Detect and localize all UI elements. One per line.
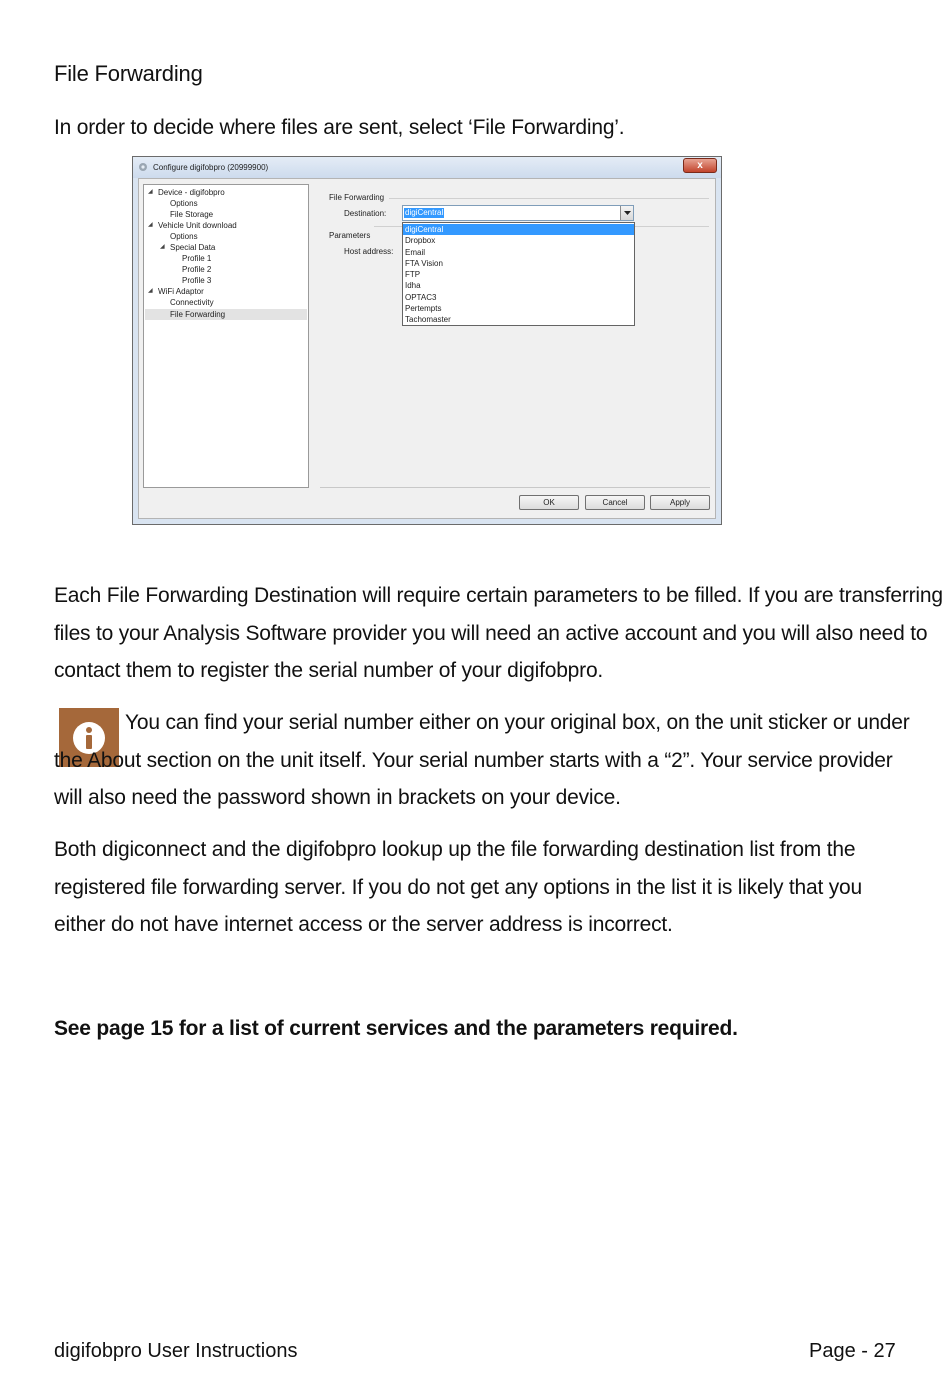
destination-select[interactable] (402, 205, 634, 221)
apply-button[interactable]: Apply (650, 495, 710, 510)
destination-parameters-paragraph: Each File Forwarding Destination will require certain parameters to be filled. If you are transferring files to your Analysis Software provider you will need an active account and you will also need to contact them to register the serial number of your digifobpro. (54, 584, 943, 682)
expand-arrow-icon: ◢ (160, 244, 165, 250)
parameters-group-label: Parameters (329, 231, 371, 240)
tree-item-file-storage[interactable]: File Storage (170, 210, 214, 219)
dropdown-option[interactable]: Pertempts (405, 303, 442, 313)
expand-arrow-icon: ◢ (148, 222, 153, 228)
tree-item-options[interactable]: Options (170, 232, 198, 241)
group-divider (389, 198, 709, 199)
serial-number-note: You can find your serial number either on your original box, on the unit sticker or under the About section on the unit itself. Your serial number starts with a “2”. Your service provider will also need the password shown in brackets on your device. (54, 711, 910, 809)
tree-item-wifi-adaptor[interactable]: ◢ WiFi Adaptor (148, 287, 204, 296)
ok-button[interactable]: OK (519, 495, 579, 510)
dropdown-option[interactable]: FTP (405, 270, 421, 279)
see-page-reference: See page 15 for a list of current services and the parameters required. (54, 1017, 738, 1040)
dropdown-option[interactable]: Dropbox (405, 236, 436, 246)
tree-item-special-data[interactable]: ◢ Special Data (160, 243, 216, 252)
dropdown-option[interactable]: OPTAC3 (405, 292, 437, 302)
dropdown-option[interactable]: digiCentral (403, 224, 634, 235)
gear-icon (138, 162, 148, 172)
dropdown-option[interactable]: Tachomaster (405, 315, 451, 324)
settings-tree (143, 184, 309, 488)
configure-dialog-screenshot (132, 156, 722, 525)
dialog-body (138, 178, 716, 519)
expand-arrow-icon: ◢ (148, 189, 153, 195)
file-forwarding-group-label: File Forwarding (329, 193, 385, 202)
dialog-titlebar (133, 157, 721, 178)
footer-document-title: digifobpro User Instructions (54, 1340, 298, 1362)
close-button[interactable]: x (683, 158, 717, 173)
button-divider (320, 487, 710, 488)
expand-arrow-icon: ◢ (148, 288, 153, 294)
tree-item-vehicle-unit-download[interactable]: ◢ Vehicle Unit download (148, 221, 237, 230)
cancel-button[interactable]: Cancel (585, 495, 645, 510)
tree-item-profile-2[interactable]: Profile 2 (182, 265, 212, 274)
tree-item-device[interactable]: ◢ Device - digifobpro (148, 188, 225, 197)
lookup-paragraph: Both digiconnect and the digifobpro lookup up the file forwarding destination list from the registered file forwarding server. If you do not get any options in the list it is likely that you either do not have internet access or the server address is incorrect. (54, 838, 862, 936)
tree-item-profile-3[interactable]: Profile 3 (182, 276, 212, 285)
tree-item-connectivity[interactable]: Connectivity (170, 298, 214, 307)
section-title: File Forwarding (54, 61, 203, 86)
tree-item-options[interactable]: Options (170, 199, 198, 208)
intro-paragraph: In order to decide where files are sent, select ‘File Forwarding’. (54, 116, 625, 139)
chevron-down-icon[interactable] (620, 206, 633, 220)
destination-dropdown-list (402, 222, 635, 326)
footer-page-number: Page - 27 (809, 1340, 896, 1362)
destination-value: digiCentral (405, 208, 444, 217)
destination-label: Destination: (344, 209, 387, 218)
dropdown-option[interactable]: FTA Vision (405, 258, 443, 268)
dropdown-option[interactable]: Idha (405, 281, 421, 291)
dropdown-option[interactable]: Email (405, 247, 426, 257)
host-address-label: Host address: (344, 247, 394, 256)
dialog-title: Configure digifobpro (20999900) (153, 163, 269, 172)
tree-item-profile-1[interactable]: Profile 1 (182, 254, 212, 263)
tree-item-file-forwarding[interactable]: File Forwarding (170, 310, 226, 319)
